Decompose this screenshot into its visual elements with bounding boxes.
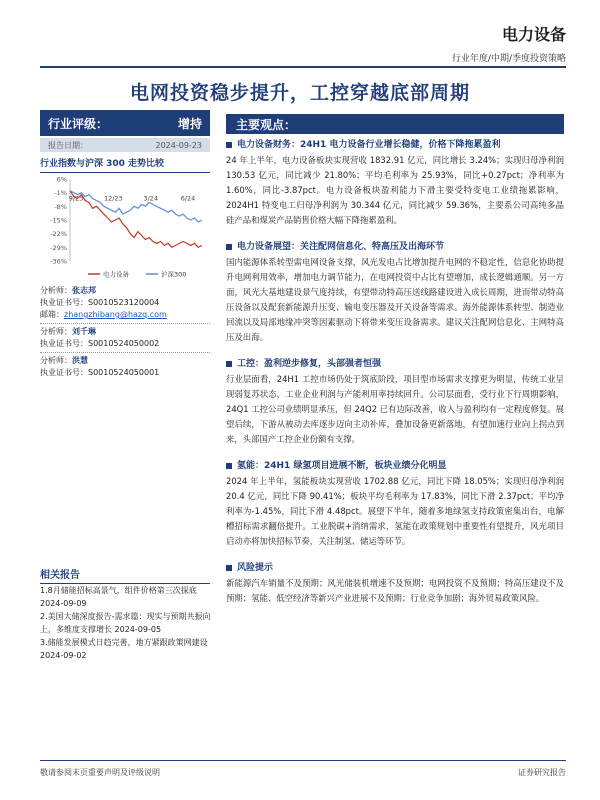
x-tick-label: 6/24: [180, 194, 196, 203]
analyst-1-email[interactable]: zhangzhibang@hazq.com: [64, 310, 167, 319]
y-tick-label: -29%: [50, 243, 67, 252]
view-section: [226, 459, 564, 549]
square-bullet-icon: [226, 463, 232, 469]
analyst-3-name: 洪慧: [72, 356, 88, 365]
view-section: [226, 240, 564, 345]
x-tick-label: 3/24: [143, 194, 158, 203]
square-bullet-icon: [226, 244, 232, 250]
section-title: 工控：盈利逆步修复，头部强者恒强: [237, 359, 382, 369]
analyst-block: [40, 285, 210, 379]
main-views-header: 主要观点：: [226, 114, 564, 134]
analyst-1-label: 分析师：: [40, 286, 72, 295]
rating-box: [40, 110, 210, 136]
divider: [40, 323, 210, 324]
analyst-1-email-label: 邮箱：: [40, 310, 64, 319]
footer-rule: [40, 760, 566, 761]
square-bullet-icon: [226, 565, 232, 571]
report-date-bar: [40, 138, 210, 152]
section-body: 2024 年上半年，氢能板块实现营收 1702.88 亿元，同比下降 18.05%；实现归母净利润 20.4 亿元，同比下降 90.41%；板块平均毛利率为 17.83%，同比下滑 2.37pct；平均净利率为-1.45%，同比下滑 4.48pct。展望下半年，随着多地绿氢支持政策密集出台，电解槽招标需求翻倍提升。工业脱碳+消纳需求，氢能在政策规划中重要性有望提升，风光项目启动亦将加快招标节奏，关注制氢、储运等环节。: [226, 476, 564, 546]
report-type: 行业年度/中期/季度投资策略: [451, 54, 566, 64]
related-report-item[interactable]: 3.储能发展模式日趋完善，地方紧跟政策网建设 2024-09-02: [40, 638, 208, 660]
y-tick-label: -22%: [50, 230, 67, 239]
chart-title: 行业指数与沪深 300 走势比较: [40, 156, 210, 173]
y-tick-label: -36%: [50, 257, 67, 266]
industry-label: 电力设备: [501, 25, 566, 44]
x-tick-label: 9/23: [68, 194, 84, 203]
section-title: 电力设备财务：24H1 电力设备行业增长稳健，价格下降拖累盈利: [237, 140, 501, 150]
section-title: 风险提示: [237, 563, 274, 573]
section-body: 新能源汽车销量不及预期；风光储装机增速不及预期；电网投资不及预期；特高压建设不及预期；氢能、低空经济等新兴产业进展不及预期；行业竞争加剧；海外贸易政策风险。: [226, 578, 564, 603]
view-section: [226, 561, 564, 606]
y-tick-label: -1%: [54, 189, 67, 198]
left-column: [40, 110, 210, 379]
y-tick-label: -15%: [50, 216, 67, 225]
section-title: 电力设备展望：关注配网信息化、特高压及出海环节: [237, 242, 445, 252]
analyst-2-label: 分析师：: [40, 327, 72, 336]
footer-label: 证券研究报告: [518, 768, 566, 777]
header-rule: [40, 66, 566, 68]
legend-label: 电力设备: [103, 270, 129, 279]
date-label: 报告日期：: [48, 140, 88, 150]
divider: [40, 352, 210, 353]
analyst-3-label: 分析师：: [40, 356, 72, 365]
square-bullet-icon: [226, 142, 232, 148]
view-section: [226, 138, 564, 228]
section-title: 氢能：24H1 绿氢项目进展不断，板块业绩分化明显: [237, 461, 447, 471]
related-reports-title: 相关报告: [40, 566, 210, 584]
analyst-2-cert: 执业证书号：S0010524050002: [40, 339, 160, 348]
x-tick-label: 12/23: [103, 194, 123, 203]
square-bullet-icon: [226, 361, 232, 367]
view-section: [226, 357, 564, 447]
related-report-item[interactable]: 2.美国大储深度报告-需求篇：现实与预期共振向上，多维度支撑增长 2024-09-05: [40, 612, 211, 634]
section-body: 24 年上半年，电力设备板块实现营收 1832.91 亿元，同比增长 3.24%；实现归母净利润 130.53 亿元，同比减少 21.80%；平均毛利率为 25.93%，同比+0.27pct；净利率为 1.60%，同比-3.87pct。电力设备板块盈利能力下滑主要受特变电工业绩拖累影响，2024H1 特变电工归母净利润为 30.344 亿元，同比减少 59.36%，主要系公司高纯多晶硅产品和煤炭产品销售价格大幅下降拖累盈利。: [226, 155, 564, 225]
legend-label: 沪深300: [161, 270, 187, 279]
section-body: 行业层面看，24H1 工控市场仍处于筑底阶段，项目型市场需求支撑更为明显，传统工业呈现弱复苏状态，工业企业利润与产能利用率持续回升。公司层面看，受行业下行周期影响，24Q1 工控公司业绩明显承压，但 24Q2 已有边际改善，收入与盈利均有一定程度修复。展望后续，下游从被动去库逐步迈向主动补库，叠加设备更新落地，有望加速行业向上拐点到来，头部国产工控企业份额有支撑。: [226, 374, 564, 444]
section-body: 国内能源体系转型需电网设备支撑，风光发电占比增加提升电网的不稳定性，信息化协助提升电网利用效率，增加电力调节能力，在电网投资中占比有望增加，成长逻辑通顺。另一方面，风光大基地建设景气度持续，有望带动特高压送线路建设进入成长周期，进而带动特高压设备以及配套新能源升压变、输电变压器及开关设备等需求。海外能源体系转型、制造业回流以及局部地缘冲突等因素驱动下将带来变压设备需求。建议关注配网信息化、主网特高压及出海。: [226, 257, 564, 342]
analyst-1-cert: 执业证书号：S0010523120004: [40, 298, 160, 307]
rating-value: 增持: [177, 116, 202, 131]
analyst-3-cert: 执业证书号：S0010524050001: [40, 368, 160, 377]
report-title: 电网投资稳步提升，工控穿越底部周期: [129, 82, 470, 104]
index-comparison-chart: [40, 175, 210, 281]
analyst-1-name: 张志邦: [72, 286, 96, 295]
analyst-2-name: 刘千琳: [72, 327, 96, 336]
footer-disclaimer: 敬请参阅末页重要声明及评级说明: [40, 768, 160, 777]
rating-label: 行业评级：: [48, 116, 109, 131]
y-tick-label: -8%: [54, 202, 67, 211]
y-tick-label: 6%: [56, 175, 67, 184]
main-views: [226, 138, 564, 618]
related-report-item[interactable]: 1.8月储能招标高景气，组件价格第三次探底 2024-09-09: [40, 586, 197, 608]
report-date: 2024-09-23: [155, 140, 202, 150]
related-reports-list: [40, 585, 212, 663]
